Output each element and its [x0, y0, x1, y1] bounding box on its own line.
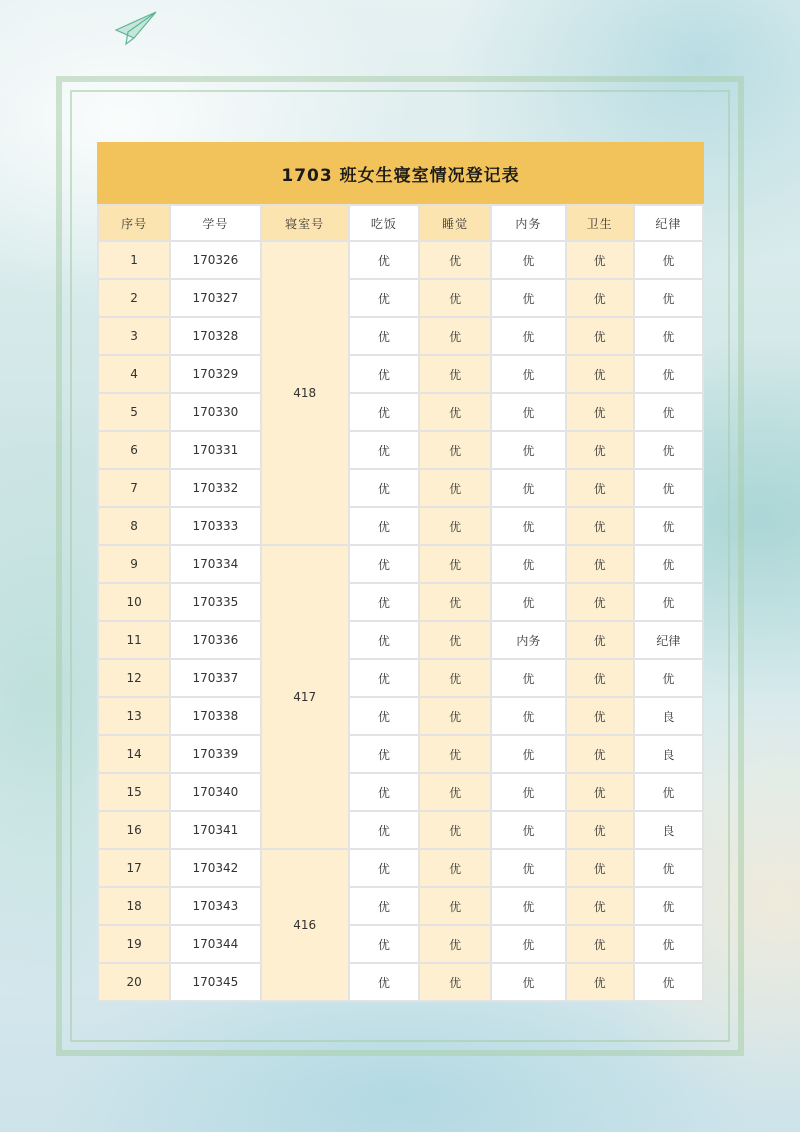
hygiene-grade-cell: 优	[567, 926, 633, 962]
sleep-grade-cell: 优	[420, 660, 490, 696]
discipline-grade-cell: 优	[635, 926, 702, 962]
chores-grade-cell: 优	[492, 470, 564, 506]
header-row	[99, 206, 702, 240]
hygiene-grade-cell: 优	[567, 964, 633, 1000]
meal-grade-cell: 优	[350, 584, 418, 620]
chores-grade-cell: 优	[492, 432, 564, 468]
chores-grade-cell: 优	[492, 280, 564, 316]
table-row	[99, 926, 702, 962]
sleep-grade-cell: 优	[420, 888, 490, 924]
col-header-discipline: 纪律	[635, 206, 702, 240]
hygiene-grade-cell: 优	[567, 242, 633, 278]
hygiene-grade-cell: 优	[567, 356, 633, 392]
discipline-grade-cell: 优	[635, 964, 702, 1000]
seq-cell: 13	[99, 698, 169, 734]
chores-grade-cell: 优	[492, 356, 564, 392]
meal-grade-cell: 优	[350, 850, 418, 886]
discipline-grade-cell: 优	[635, 508, 702, 544]
hygiene-grade-cell: 优	[567, 850, 633, 886]
student-id-cell: 170326	[171, 242, 259, 278]
hygiene-grade-cell: 优	[567, 508, 633, 544]
registration-sheet	[97, 142, 704, 1002]
seq-cell: 7	[99, 470, 169, 506]
seq-cell: 16	[99, 812, 169, 848]
chores-grade-cell: 优	[492, 774, 564, 810]
hygiene-grade-cell: 优	[567, 736, 633, 772]
paper-plane-icon	[114, 8, 158, 48]
sleep-grade-cell: 优	[420, 508, 490, 544]
discipline-grade-cell: 良	[635, 736, 702, 772]
meal-grade-cell: 优	[350, 660, 418, 696]
seq-cell: 9	[99, 546, 169, 582]
seq-cell: 20	[99, 964, 169, 1000]
student-id-cell: 170339	[171, 736, 259, 772]
sleep-grade-cell: 优	[420, 812, 490, 848]
table-row	[99, 470, 702, 506]
hygiene-grade-cell: 优	[567, 698, 633, 734]
sleep-grade-cell: 优	[420, 546, 490, 582]
meal-grade-cell: 优	[350, 774, 418, 810]
student-id-cell: 170327	[171, 280, 259, 316]
table-row	[99, 888, 702, 924]
table-row	[99, 850, 702, 886]
hygiene-grade-cell: 优	[567, 584, 633, 620]
sleep-grade-cell: 优	[420, 318, 490, 354]
seq-cell: 8	[99, 508, 169, 544]
meal-grade-cell: 优	[350, 432, 418, 468]
seq-cell: 14	[99, 736, 169, 772]
chores-grade-cell: 优	[492, 812, 564, 848]
room-number-cell: 416	[262, 850, 348, 1000]
seq-cell: 12	[99, 660, 169, 696]
seq-cell: 5	[99, 394, 169, 430]
discipline-grade-cell: 优	[635, 774, 702, 810]
student-id-cell: 170333	[171, 508, 259, 544]
discipline-grade-cell: 优	[635, 318, 702, 354]
seq-cell: 3	[99, 318, 169, 354]
sheet-title: 1703 班女生寝室情况登记表	[97, 142, 704, 204]
student-id-cell: 170337	[171, 660, 259, 696]
student-id-cell: 170345	[171, 964, 259, 1000]
col-header-meal: 吃饭	[350, 206, 418, 240]
seq-cell: 1	[99, 242, 169, 278]
student-id-cell: 170328	[171, 318, 259, 354]
discipline-grade-cell: 优	[635, 242, 702, 278]
room-number-cell: 417	[262, 546, 348, 848]
discipline-grade-cell: 优	[635, 660, 702, 696]
sleep-grade-cell: 优	[420, 432, 490, 468]
col-header-hygiene: 卫生	[567, 206, 633, 240]
seq-cell: 11	[99, 622, 169, 658]
sleep-grade-cell: 优	[420, 926, 490, 962]
meal-grade-cell: 优	[350, 394, 418, 430]
discipline-grade-cell: 优	[635, 470, 702, 506]
chores-grade-cell: 优	[492, 888, 564, 924]
chores-grade-cell: 优	[492, 698, 564, 734]
hygiene-grade-cell: 优	[567, 280, 633, 316]
table-row	[99, 394, 702, 430]
student-id-cell: 170330	[171, 394, 259, 430]
discipline-grade-cell: 良	[635, 698, 702, 734]
chores-grade-cell: 优	[492, 926, 564, 962]
chores-grade-cell: 优	[492, 318, 564, 354]
table-row	[99, 280, 702, 316]
meal-grade-cell: 优	[350, 470, 418, 506]
meal-grade-cell: 优	[350, 280, 418, 316]
discipline-grade-cell: 优	[635, 280, 702, 316]
seq-cell: 19	[99, 926, 169, 962]
meal-grade-cell: 优	[350, 888, 418, 924]
table-row	[99, 584, 702, 620]
hygiene-grade-cell: 优	[567, 394, 633, 430]
table-row	[99, 318, 702, 354]
chores-grade-cell: 优	[492, 242, 564, 278]
meal-grade-cell: 优	[350, 736, 418, 772]
sleep-grade-cell: 优	[420, 736, 490, 772]
chores-grade-cell: 优	[492, 394, 564, 430]
hygiene-grade-cell: 优	[567, 888, 633, 924]
chores-grade-cell: 优	[492, 964, 564, 1000]
meal-grade-cell: 优	[350, 622, 418, 658]
seq-cell: 17	[99, 850, 169, 886]
discipline-grade-cell: 优	[635, 850, 702, 886]
student-id-cell: 170340	[171, 774, 259, 810]
seq-cell: 10	[99, 584, 169, 620]
meal-grade-cell: 优	[350, 698, 418, 734]
sleep-grade-cell: 优	[420, 622, 490, 658]
meal-grade-cell: 优	[350, 508, 418, 544]
sleep-grade-cell: 优	[420, 356, 490, 392]
table-row	[99, 964, 702, 1000]
student-id-cell: 170335	[171, 584, 259, 620]
hygiene-grade-cell: 优	[567, 622, 633, 658]
table-row	[99, 812, 702, 848]
discipline-grade-cell: 良	[635, 812, 702, 848]
sleep-grade-cell: 优	[420, 280, 490, 316]
sleep-grade-cell: 优	[420, 584, 490, 620]
hygiene-grade-cell: 优	[567, 318, 633, 354]
student-id-cell: 170342	[171, 850, 259, 886]
seq-cell: 4	[99, 356, 169, 392]
sleep-grade-cell: 优	[420, 242, 490, 278]
table-body	[99, 242, 702, 1000]
discipline-grade-cell: 优	[635, 394, 702, 430]
discipline-grade-cell: 优	[635, 432, 702, 468]
hygiene-grade-cell: 优	[567, 470, 633, 506]
student-id-cell: 170338	[171, 698, 259, 734]
table-row	[99, 432, 702, 468]
sleep-grade-cell: 优	[420, 774, 490, 810]
table-row	[99, 736, 702, 772]
seq-cell: 2	[99, 280, 169, 316]
discipline-grade-cell: 优	[635, 888, 702, 924]
meal-grade-cell: 优	[350, 242, 418, 278]
hygiene-grade-cell: 优	[567, 660, 633, 696]
table-row	[99, 660, 702, 696]
sleep-grade-cell: 优	[420, 964, 490, 1000]
student-id-cell: 170341	[171, 812, 259, 848]
table-row	[99, 356, 702, 392]
student-id-cell: 170344	[171, 926, 259, 962]
sleep-grade-cell: 优	[420, 470, 490, 506]
table-row	[99, 622, 702, 658]
student-id-cell: 170331	[171, 432, 259, 468]
table-row	[99, 508, 702, 544]
sleep-grade-cell: 优	[420, 850, 490, 886]
hygiene-grade-cell: 优	[567, 774, 633, 810]
meal-grade-cell: 优	[350, 318, 418, 354]
discipline-grade-cell: 优	[635, 584, 702, 620]
chores-grade-cell: 优	[492, 736, 564, 772]
col-header-sleep: 睡觉	[420, 206, 490, 240]
hygiene-grade-cell: 优	[567, 432, 633, 468]
col-header-seq: 序号	[99, 206, 169, 240]
hygiene-grade-cell: 优	[567, 546, 633, 582]
sleep-grade-cell: 优	[420, 698, 490, 734]
table-row	[99, 242, 702, 278]
meal-grade-cell: 优	[350, 926, 418, 962]
chores-grade-cell: 优	[492, 546, 564, 582]
table-row	[99, 698, 702, 734]
meal-grade-cell: 优	[350, 812, 418, 848]
col-header-chores: 内务	[492, 206, 564, 240]
meal-grade-cell: 优	[350, 356, 418, 392]
discipline-grade-cell: 优	[635, 356, 702, 392]
student-id-cell: 170332	[171, 470, 259, 506]
discipline-grade-cell: 优	[635, 546, 702, 582]
student-id-cell: 170334	[171, 546, 259, 582]
chores-grade-cell: 内务	[492, 622, 564, 658]
seq-cell: 6	[99, 432, 169, 468]
room-number-cell: 418	[262, 242, 348, 544]
col-header-room: 寝室号	[262, 206, 348, 240]
chores-grade-cell: 优	[492, 508, 564, 544]
hygiene-grade-cell: 优	[567, 812, 633, 848]
col-header-student-id: 学号	[171, 206, 259, 240]
chores-grade-cell: 优	[492, 850, 564, 886]
discipline-grade-cell: 纪律	[635, 622, 702, 658]
student-id-cell: 170329	[171, 356, 259, 392]
meal-grade-cell: 优	[350, 546, 418, 582]
student-id-cell: 170343	[171, 888, 259, 924]
table-row	[99, 546, 702, 582]
chores-grade-cell: 优	[492, 584, 564, 620]
sleep-grade-cell: 优	[420, 394, 490, 430]
meal-grade-cell: 优	[350, 964, 418, 1000]
table-row	[99, 774, 702, 810]
seq-cell: 18	[99, 888, 169, 924]
dormitory-table	[97, 204, 704, 1002]
student-id-cell: 170336	[171, 622, 259, 658]
chores-grade-cell: 优	[492, 660, 564, 696]
seq-cell: 15	[99, 774, 169, 810]
